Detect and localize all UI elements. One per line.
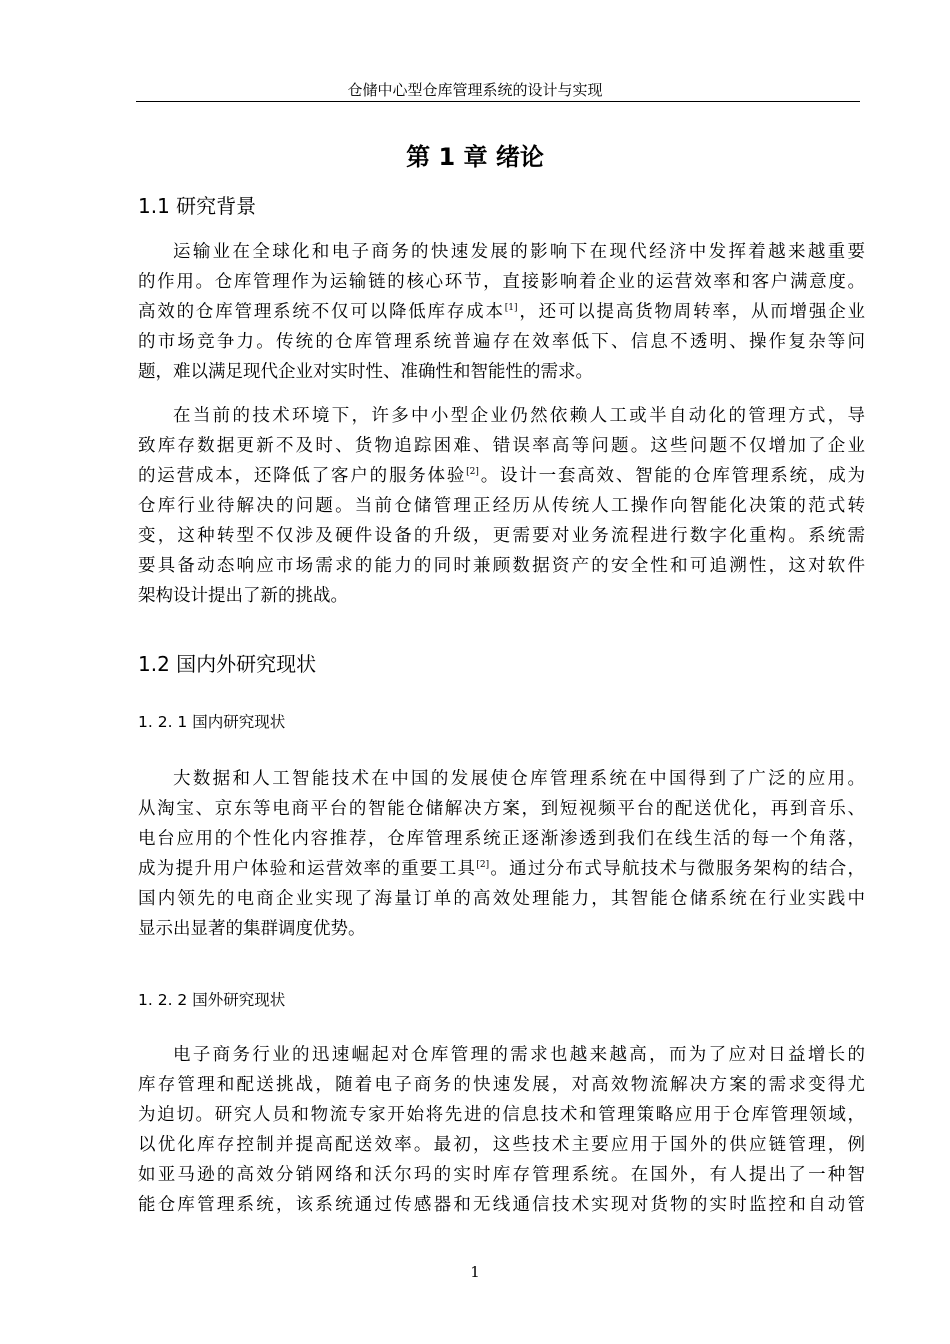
text-line: 成为提升用户体验和运营效率的重要工具[2]。通过分布式导航技术与微服务架构的结合， [138, 859, 865, 879]
text-line: 仓库行业待解决的问题。当前仓储管理正经历从传统人工操作向智能化决策的范式转 [138, 496, 865, 516]
citation: [2] [466, 467, 479, 477]
running-header: 仓储中心型仓库管理系统的设计与实现 [347, 81, 603, 99]
header-rule [136, 101, 860, 102]
subsection-heading-1-2-2: 1. 2. 2 国外研究现状 [138, 991, 286, 1009]
citation: [2] [476, 860, 490, 870]
section-heading-1-2: 1.2 国内外研究现状 [138, 652, 317, 676]
text-line: 国内领先的电商企业实现了海量订单的高效处理能力，其智能仓储系统在行业实践中 [138, 889, 865, 909]
text-line: 的市场竞争力。传统的仓库管理系统普遍存在效率低下、信息不透明、操作复杂等问 [138, 332, 865, 352]
text-line: 运输业在全球化和电子商务的快速发展的影响下在现代经济中发挥着越来越重要 [173, 242, 865, 262]
text-line: 显示出显著的集群调度优势。 [138, 919, 366, 939]
citation: [1] [504, 303, 518, 313]
text-line: 能仓库管理系统，该系统通过传感器和无线通信技术实现对货物的实时监控和自动管 [138, 1195, 865, 1215]
subsection-heading-1-2-1: 1. 2. 1 国内研究现状 [138, 713, 286, 731]
section-heading-1-1: 1.1 研究背景 [138, 194, 257, 218]
text-line: 的作用。仓库管理作为运输链的核心环节，直接影响着企业的运营效率和客户满意度。 [138, 272, 865, 292]
text-line: 在当前的技术环境下，许多中小型企业仍然依赖人工或半自动化的管理方式，导 [173, 406, 865, 426]
text-line: 题，难以满足现代企业对实时性、准确性和智能性的需求。 [138, 362, 593, 382]
text-line: 电子商务行业的迅速崛起对仓库管理的需求也越来越高，而为了应对日益增长的 [173, 1045, 865, 1065]
paragraph-foreign [138, 1040, 865, 1220]
text-line: 的运营成本，还降低了客户的服务体验[2]。设计一套高效、智能的仓库管理系统，成为 [138, 466, 866, 486]
page-number: 1 [470, 1263, 480, 1281]
text-line: 高效的仓库管理系统不仅可以降低库存成本[1]，还可以提高货物周转率，从而增强企业 [138, 302, 866, 322]
text-line: 如亚马逊的高效分销网络和沃尔玛的实时库存管理系统。在国外，有人提出了一种智 [138, 1165, 865, 1185]
text-line: 从淘宝、京东等电商平台的智能仓储解决方案，到短视频平台的配送优化，再到音乐、 [138, 799, 865, 819]
text-line: 库存管理和配送挑战，随着电子商务的快速发展，对高效物流解决方案的需求变得尤 [138, 1075, 865, 1095]
text-line: 电台应用的个性化内容推荐，仓库管理系统正逐渐渗透到我们在线生活的每一个角落， [138, 829, 865, 849]
text-line: 为迫切。研究人员和物流专家开始将先进的信息技术和管理策略应用于仓库管理领域， [138, 1105, 865, 1125]
text-line: 要具备动态响应市场需求的能力的同时兼顾数据资产的安全性和可追溯性，这对软件 [138, 556, 865, 576]
text-line: 致库存数据更新不及时、货物追踪困难、错误率高等问题。这些问题不仅增加了企业 [138, 436, 865, 456]
text-line: 大数据和人工智能技术在中国的发展使仓库管理系统在中国得到了广泛的应用。 [173, 769, 865, 789]
paragraph-background-1 [138, 237, 865, 387]
text-line: 变，这种转型不仅涉及硬件设备的升级，更需要对业务流程进行数字化重构。系统需 [138, 526, 865, 546]
paragraph-domestic [138, 764, 865, 944]
paragraph-background-2 [138, 401, 865, 611]
chapter-title: 第 1 章 绪论 [406, 143, 544, 171]
text-line: 以优化库存控制并提高配送效率。最初，这些技术主要应用于国外的供应链管理，例 [138, 1135, 865, 1155]
text-line: 架构设计提出了新的挑战。 [138, 586, 348, 606]
